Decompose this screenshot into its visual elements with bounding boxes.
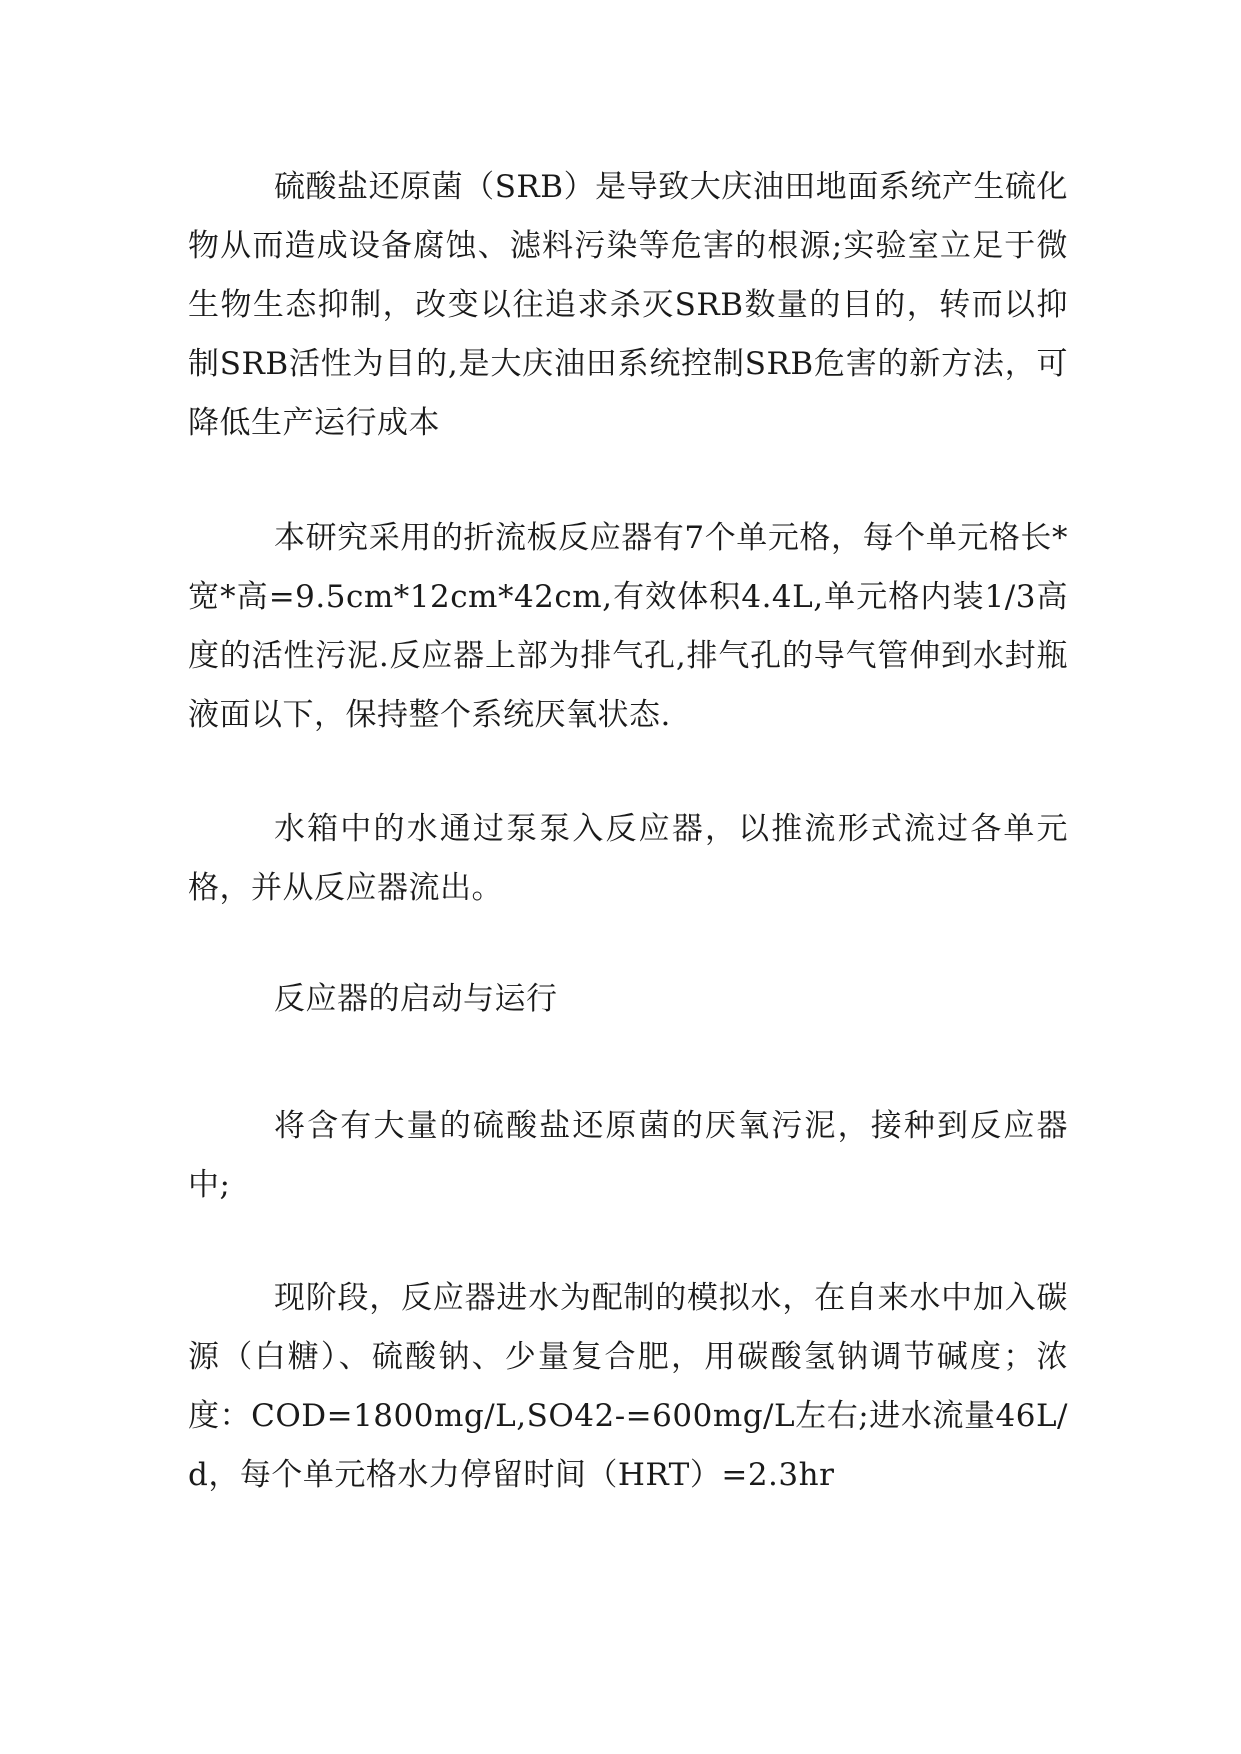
paragraph-water-flow: 水箱中的水通过泵泵入反应器，以推流形式流过各单元格，并从反应器流出。 [188, 811, 1068, 906]
section-heading-startup: 反应器的启动与运行 [274, 981, 558, 1017]
paragraph-srb-intro: 硫酸盐还原菌（SRB）是导致大庆油田地面系统产生硫化物从而造成设备腐蚀、滤料污染等危害的根源;实验室立足于微生物生态抑制，改变以往追求杀灭SRB数量的目的，转而以抑制SRB活性为目的,是大庆油田系统控制SRB危害的新方法，可降低生产运行成本 [188, 169, 1068, 441]
paragraph-influent-conditions: 现阶段，反应器进水为配制的模拟水，在自来水中加入碳源（白糖）、硫酸钠、少量复合肥，用碳酸氢钠调节碱度；浓度：COD=1800mg/L,SO42-=600mg/L左右;进水流量46L/d，每个单元格水力停留时间（HRT）=2.3hr [188, 1280, 1068, 1493]
paragraph-inoculation: 将含有大量的硫酸盐还原菌的厌氧污泥，接种到反应器中; [188, 1108, 1068, 1203]
paragraph-reactor-description: 本研究采用的折流板反应器有7个单元格，每个单元格长*宽*高=9.5cm*12cm*42cm,有效体积4.4L,单元格内装1/3高度的活性污泥.反应器上部为排气孔,排气孔的导气管伸到水封瓶液面以下，保持整个系统厌氧状态. [188, 520, 1068, 733]
